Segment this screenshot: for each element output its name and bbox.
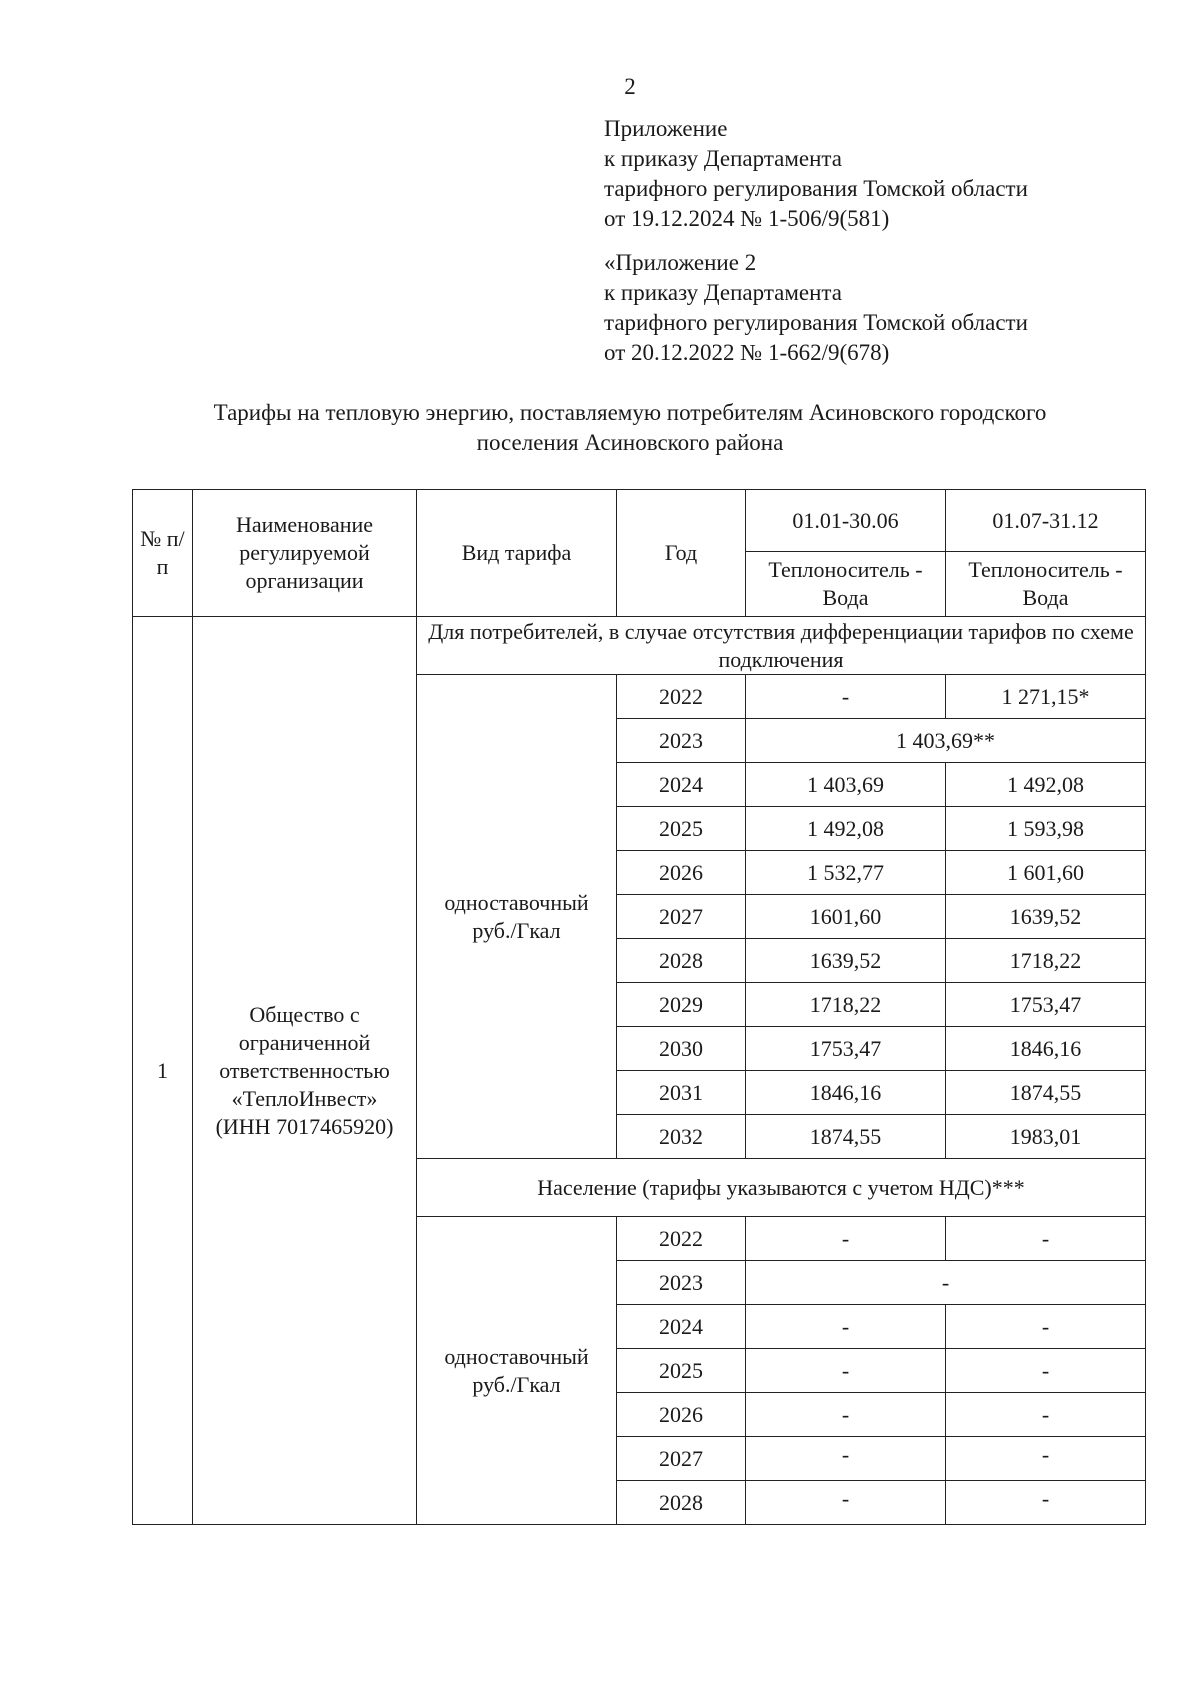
title-line: Тарифы на тепловую энергию, поставляемую потребителям Асиновского городского — [213, 400, 1047, 425]
tariff-value-h1: - — [746, 1217, 946, 1261]
year-cell: 2022 — [617, 1217, 746, 1261]
tariff-value-h2: 1 271,15* — [946, 675, 1146, 719]
year-cell: 2028 — [617, 1481, 746, 1525]
header-year: Год — [617, 490, 746, 617]
organization-line: Общество с — [249, 1001, 360, 1027]
tariff-value-h2: 1639,52 — [946, 895, 1146, 939]
appendix-header — [604, 114, 1028, 234]
tariff-value-h2: - — [946, 1305, 1146, 1349]
year-cell: 2028 — [617, 939, 746, 983]
tariff-value-h1: 1 403,69 — [746, 763, 946, 807]
tariff-value-h2: - — [946, 1437, 1146, 1481]
header-num: № п/п — [133, 490, 193, 617]
appendix-prev-line: тарифного регулирования Томской области — [604, 310, 1028, 335]
organization-line: «ТеплоИнвест» — [231, 1085, 378, 1111]
tariff-value-h2: 1983,01 — [946, 1115, 1146, 1159]
tariff-value-h2: 1846,16 — [946, 1027, 1146, 1071]
appendix-prev-line: к приказу Департамента — [604, 280, 842, 305]
header-tariff-type: Вид тарифа — [417, 490, 617, 617]
tariff-value-h2: 1 593,98 — [946, 807, 1146, 851]
organization-line: (ИНН 7017465920) — [215, 1113, 394, 1139]
tariff-value-h1: - — [746, 1305, 946, 1349]
year-cell: 2030 — [617, 1027, 746, 1071]
row-number: 1 — [133, 617, 193, 1525]
group-heading: Для потребителей, в случае отсутствия дифференциации тарифов по схеме подключения — [417, 617, 1146, 675]
year-cell: 2029 — [617, 983, 746, 1027]
appendix-prev-line: «Приложение 2 — [604, 250, 757, 275]
header-period-1: 01.01-30.06 — [746, 490, 946, 552]
document-title — [110, 398, 1150, 458]
appendix-line: тарифного регулирования Томской области — [604, 176, 1028, 201]
table-header-row — [133, 490, 1146, 552]
tariff-value-merged: 1 403,69** — [746, 719, 1146, 763]
year-cell: 2025 — [617, 807, 746, 851]
tariff-value-h2: 1 601,60 — [946, 851, 1146, 895]
tariff-type: одноставочный руб./Гкал — [417, 1217, 617, 1525]
page-number: 2 — [624, 74, 636, 99]
year-cell: 2027 — [617, 1437, 746, 1481]
tariff-value-h1: - — [746, 675, 946, 719]
tariff-value-h1: - — [746, 1349, 946, 1393]
year-cell: 2031 — [617, 1071, 746, 1115]
header-carrier-2: Теплоноситель - Вода — [946, 552, 1146, 617]
tariff-value-h1: 1 532,77 — [746, 851, 946, 895]
header-org: Наименование регулируемой организации — [193, 490, 417, 617]
tariff-value-h2: 1874,55 — [946, 1071, 1146, 1115]
tariff-type: одноставочный руб./Гкал — [417, 675, 617, 1159]
organization-name — [193, 617, 417, 1525]
year-cell: 2024 — [617, 1305, 746, 1349]
tariff-value-merged: - — [746, 1261, 1146, 1305]
tariff-value-h2: 1718,22 — [946, 939, 1146, 983]
year-cell: 2024 — [617, 763, 746, 807]
year-cell: 2032 — [617, 1115, 746, 1159]
appendix-line: к приказу Департамента — [604, 146, 842, 171]
appendix-line: Приложение — [604, 116, 728, 141]
tariff-value-h1: 1639,52 — [746, 939, 946, 983]
tariff-value-h2: 1 492,08 — [946, 763, 1146, 807]
header-period-2: 01.07-31.12 — [946, 490, 1146, 552]
header-carrier-1: Теплоноситель - Вода — [746, 552, 946, 617]
year-cell: 2026 — [617, 851, 746, 895]
tariff-value-h2: - — [946, 1481, 1146, 1525]
tariff-value-h1: 1846,16 — [746, 1071, 946, 1115]
tariff-value-h2: - — [946, 1217, 1146, 1261]
appendix-line: от 19.12.2024 № 1-506/9(581) — [604, 206, 890, 231]
appendix-prev-header — [604, 248, 1028, 368]
title-line: поселения Асиновского района — [476, 430, 784, 455]
group-heading: Население (тарифы указываются с учетом НДС)*** — [417, 1159, 1146, 1217]
table-row — [133, 617, 1146, 675]
year-cell: 2023 — [617, 1261, 746, 1305]
tariff-value-h1: - — [746, 1481, 946, 1525]
tariff-value-h1: 1753,47 — [746, 1027, 946, 1071]
tariff-value-h1: - — [746, 1437, 946, 1481]
tariff-value-h2: - — [946, 1349, 1146, 1393]
tariff-value-h2: - — [946, 1393, 1146, 1437]
tariff-table — [132, 489, 1146, 1525]
tariff-value-h1: - — [746, 1393, 946, 1437]
year-cell: 2027 — [617, 895, 746, 939]
organization-line: ответственностью — [219, 1057, 390, 1083]
tariff-value-h1: 1601,60 — [746, 895, 946, 939]
year-cell: 2023 — [617, 719, 746, 763]
tariff-value-h1: 1718,22 — [746, 983, 946, 1027]
tariff-value-h1: 1874,55 — [746, 1115, 946, 1159]
organization-line: ограниченной — [238, 1029, 371, 1055]
tariff-value-h1: 1 492,08 — [746, 807, 946, 851]
appendix-prev-line: от 20.12.2022 № 1-662/9(678) — [604, 340, 890, 365]
year-cell: 2025 — [617, 1349, 746, 1393]
year-cell: 2022 — [617, 675, 746, 719]
year-cell: 2026 — [617, 1393, 746, 1437]
tariff-value-h2: 1753,47 — [946, 983, 1146, 1027]
